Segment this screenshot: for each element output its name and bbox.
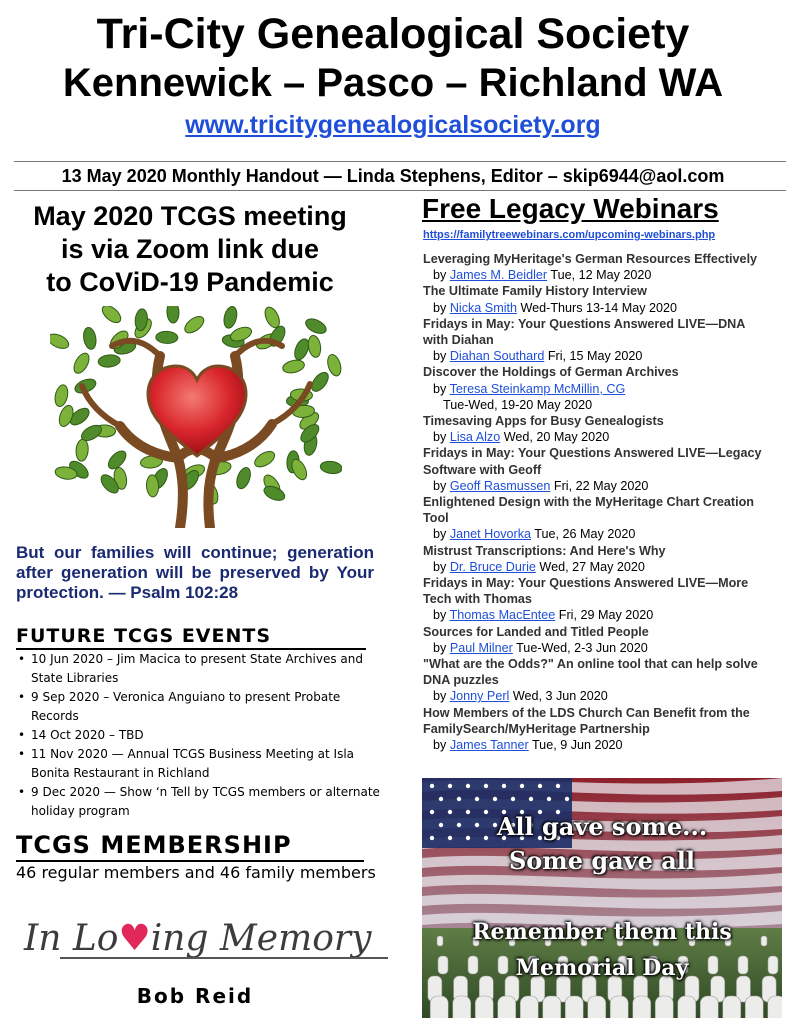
by-label: by [433, 738, 450, 753]
webinar-byline [423, 526, 773, 542]
webinar-title: "What are the Odds?" An online tool that can help solve DNA puzzles [423, 657, 758, 688]
speaker-link[interactable]: Nicka Smith [449, 300, 517, 315]
webinar-byline [423, 607, 773, 623]
by-label: by [433, 527, 450, 542]
webinar-title: Mistrust Transcriptions: And Here's Why [423, 543, 666, 558]
meeting-line-1: May 2020 TCGS meeting [33, 201, 347, 231]
by-label: by [433, 559, 450, 574]
speaker-link[interactable]: Paul Milner [449, 640, 513, 655]
webinar-title: Timesaving Apps for Busy Genealogists [423, 414, 664, 429]
by-label: by [433, 608, 450, 623]
speaker-link[interactable]: Jonny Perl [449, 689, 510, 704]
meeting-notice [10, 200, 370, 299]
webinar-byline [423, 300, 773, 316]
webinar-item [423, 656, 773, 705]
webinar-date: Fri, 15 May 2020 [544, 349, 643, 364]
page-title: Tri-City Genealogical Society [96, 10, 690, 58]
by-label: by [433, 640, 450, 655]
webinar-date: Tue, 26 May 2020 [531, 527, 636, 542]
speaker-link[interactable]: James Tanner [449, 738, 529, 753]
by-label: by [433, 381, 450, 396]
webinar-item [423, 413, 773, 445]
webinar-title: Enlightened Design with the MyHeritage Chart Creation Tool [423, 495, 754, 526]
webinar-byline [423, 688, 773, 704]
webinar-date: Wed, 27 May 2020 [535, 559, 645, 574]
by-label: by [433, 430, 450, 445]
webinar-item [423, 543, 773, 575]
scripture-verse [16, 543, 374, 603]
verse-reference: — Psalm 102:28 [103, 583, 239, 602]
verse-text: But our families will continue; generation after generation will be preserved by Your protection. [16, 543, 374, 602]
header-rule-bottom [14, 190, 786, 191]
memory-text-part2: ing Memory [150, 918, 372, 959]
by-label: by [433, 349, 450, 364]
list-item: • 14 Oct 2020 – TBD [31, 726, 391, 745]
list-item: • 11 Nov 2020 — Annual TCGS Business Meeting at Isla Bonita Restaurant in Richland [31, 745, 391, 783]
webinar-title: Fridays in May: Your Questions Answered LIVE—DNA with Diahan [423, 316, 745, 348]
page-subtitle: Kennewick – Pasco – Richland WA [62, 61, 724, 105]
speaker-link[interactable]: Dr. Bruce Durie [449, 559, 536, 574]
webinar-item [423, 624, 773, 656]
webinar-date: Tue, 12 May 2020 [547, 268, 652, 283]
webinar-item [423, 575, 773, 624]
webinar-date: Tue, 9 Jun 2020 [528, 738, 623, 753]
webinar-date: Wed-Thurs 13-14 May 2020 [517, 300, 678, 315]
webinar-title: Sources for Landed and Titled People [423, 624, 649, 639]
memory-text-part1: In Lo [24, 918, 119, 959]
by-label: by [433, 268, 450, 283]
website-link[interactable]: www.tricitygenealogicalsociety.org [185, 111, 601, 139]
webinar-date: Tue-Wed, 2-3 Jun 2020 [512, 640, 648, 655]
webinar-title: Fridays in May: Your Questions Answered LIVE—Legacy Software with Geoff [423, 446, 762, 477]
webinar-date: Tue-Wed, 19-20 May 2020 [443, 397, 593, 412]
list-item: • 9 Dec 2020 — Show ‘n Tell by TCGS members or alternate holiday program [31, 783, 391, 821]
by-label: by [433, 478, 450, 493]
webinar-date: Fri, 29 May 2020 [555, 608, 654, 623]
webinar-title: Fridays in May: Your Questions Answered LIVE—More Tech with Thomas [423, 576, 749, 607]
webinar-date: Wed, 20 May 2020 [500, 430, 610, 445]
handout-line: 13 May 2020 Monthly Handout — Linda Stephens, Editor – skip6944@aol.com [61, 166, 725, 186]
webinar-date: Wed, 3 Jun 2020 [509, 689, 608, 704]
webinar-title: Discover the Holdings of German Archives [423, 365, 679, 380]
header-rule-top [14, 161, 786, 162]
speaker-link[interactable]: Teresa Steinkamp McMillin, CG [449, 381, 626, 396]
list-item: • 10 Jun 2020 – Jim Macica to present State Archives and State Libraries [31, 650, 391, 688]
memorial-line-3: Remember them this [472, 919, 732, 945]
memorial-line-1: All gave some... [496, 812, 708, 841]
speaker-link[interactable]: Thomas MacEntee [449, 608, 556, 623]
webinar-byline [423, 559, 773, 575]
webinar-item [423, 705, 773, 754]
memorial-line-4: Memorial Day [515, 955, 689, 981]
webinar-item [423, 251, 773, 283]
speaker-link[interactable]: Janet Hovorka [449, 527, 532, 542]
meeting-line-3: to CoViD-19 Pandemic [46, 267, 334, 297]
memorial-name: Bob Reid [136, 984, 254, 1008]
by-label: by [433, 689, 450, 704]
flag-cemetery-icon [422, 778, 782, 1018]
webinar-byline [423, 267, 773, 283]
webinar-byline [423, 478, 773, 494]
meeting-line-2: is via Zoom link due [60, 234, 320, 264]
membership-count: 46 regular members and 46 family members [16, 863, 376, 882]
webinar-date: Fri, 22 May 2020 [550, 478, 649, 493]
webinar-item [423, 364, 773, 413]
speaker-link[interactable]: James M. Beidler [449, 268, 548, 283]
speaker-link[interactable]: Diahan Southard [449, 349, 545, 364]
webinars-heading: Free Legacy Webinars [422, 193, 719, 224]
memorial-line-2: Some gave all [508, 846, 696, 875]
webinar-byline [423, 737, 773, 753]
webinar-byline [423, 640, 773, 656]
webinars-link[interactable]: https://familytreewebinars.com/upcoming-webinars.php [423, 229, 716, 241]
webinars-list [423, 251, 773, 753]
webinar-item [423, 494, 773, 543]
heart-tree-icon [50, 306, 342, 528]
webinar-title: Leveraging MyHeritage's German Resources Effectively [423, 252, 758, 266]
speaker-link[interactable]: Geoff Rasmussen [449, 478, 551, 493]
memory-underline [60, 957, 388, 959]
webinar-item [423, 283, 773, 315]
webinar-byline [423, 429, 773, 445]
list-item: • 9 Sep 2020 – Veronica Anguiano to present Probate Records [31, 688, 391, 726]
in-loving-memory-title [24, 915, 374, 963]
by-label: by [433, 300, 450, 315]
webinar-title: How Members of the LDS Church Can Benefit from the FamilySearch/MyHeritage Partnership [423, 705, 750, 736]
events-heading: FUTURE TCGS EVENTS [16, 624, 366, 650]
webinar-title: The Ultimate Family History Interview [423, 284, 647, 299]
speaker-link[interactable]: Lisa Alzo [449, 430, 501, 445]
webinar-byline [423, 348, 773, 364]
webinar-item [423, 445, 773, 494]
webinar-byline [423, 381, 773, 413]
events-list [14, 650, 391, 821]
heart-icon: ♥ [118, 918, 151, 959]
membership-heading: TCGS MEMBERSHIP [16, 830, 364, 862]
webinar-item [423, 316, 773, 365]
